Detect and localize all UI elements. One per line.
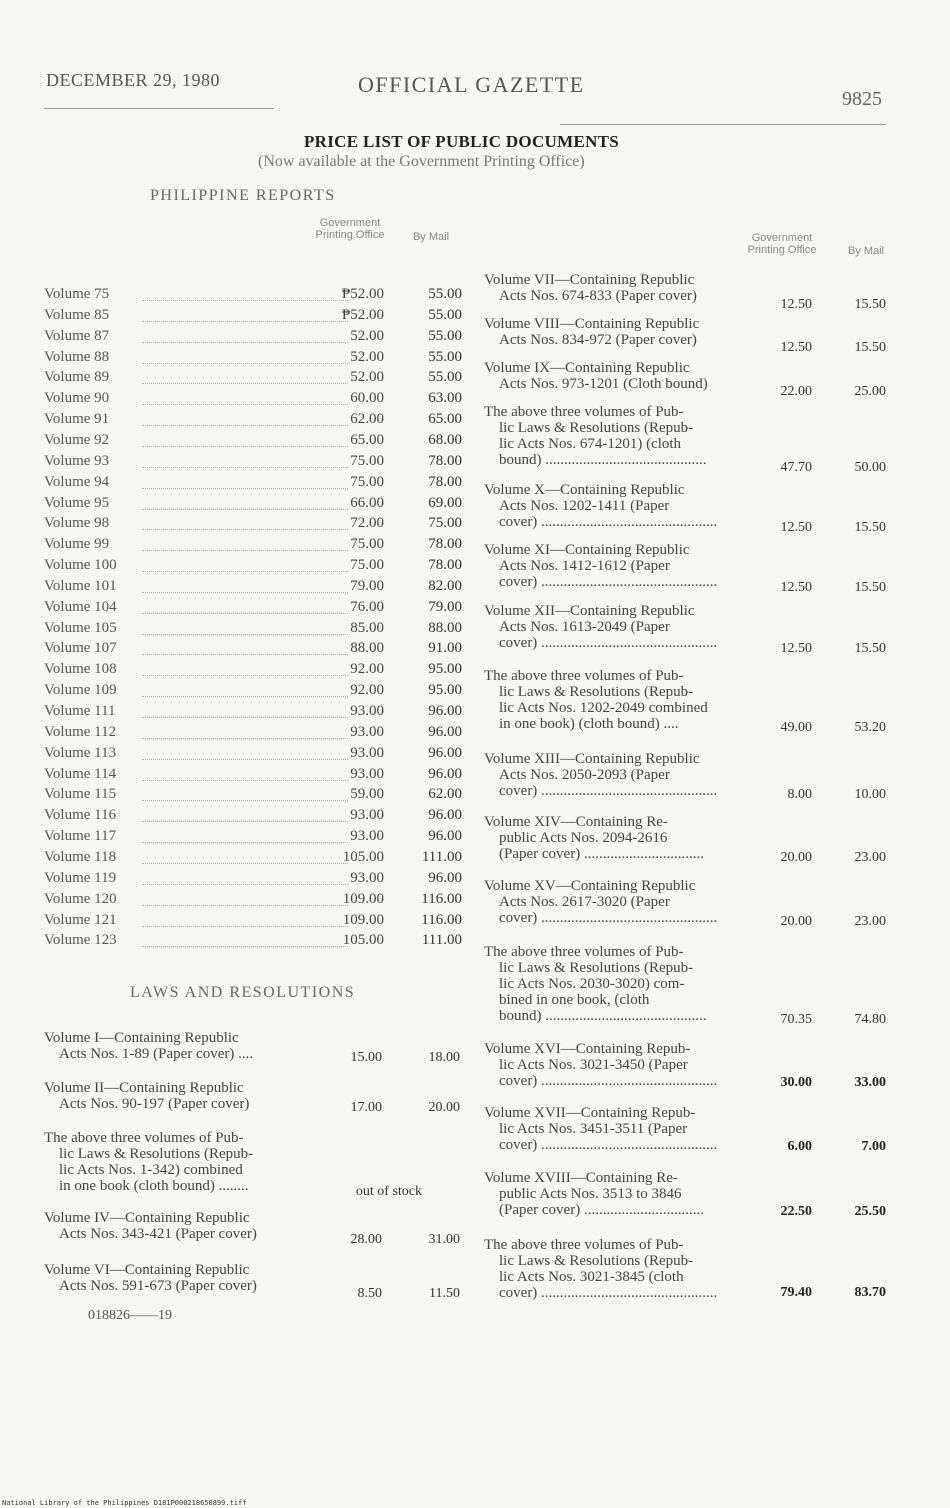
price-gpo: 12.50	[780, 641, 812, 656]
entry-text-line: Acts Nos. 90-197 (Paper cover)	[59, 1096, 250, 1112]
table-row	[44, 620, 464, 640]
price-mail: 11.50	[429, 1286, 460, 1301]
price-mail: 55.00	[428, 369, 462, 386]
price-gpo: 76.00	[350, 598, 384, 615]
entry-text-line: cover) ...............................................	[499, 1285, 718, 1301]
price-mail: 96.00	[428, 765, 462, 782]
price-mail: 50.00	[854, 460, 886, 475]
price-gpo: 93.00	[350, 723, 384, 740]
entry-text-line: cover) ...............................................	[499, 910, 718, 926]
price-mail: 55.00	[428, 327, 462, 344]
entry-text-line: lic Acts Nos. 3021-3450 (Paper	[499, 1057, 688, 1073]
table-row	[44, 495, 464, 515]
row-label: Volume 107	[44, 640, 117, 657]
price-mail: 33.00	[854, 1075, 886, 1090]
price-mail: 95.00	[428, 682, 462, 699]
table-row	[44, 891, 464, 911]
price-gpo: 70.35	[780, 1012, 812, 1027]
entry-text-line: public Acts Nos. 2094-2616	[499, 830, 668, 846]
table-row	[44, 328, 464, 348]
price-mail: 15.50	[854, 641, 886, 656]
price-gpo: 49.00	[780, 720, 812, 735]
table-row	[44, 557, 464, 577]
entry-text-line: Volume XVIII—Containing Re-	[484, 1170, 678, 1186]
entry-text-line: Volume XIV—Containing Re-	[484, 814, 668, 830]
price-gpo: 92.00	[350, 682, 384, 699]
price-gpo: 8.50	[357, 1286, 382, 1301]
price-mail: 96.00	[428, 807, 462, 824]
column-header-mail-left: By Mail	[412, 231, 450, 243]
price-gpo: 8.00	[787, 787, 812, 802]
table-row	[44, 724, 464, 744]
list-item	[484, 1105, 748, 1153]
table-row	[44, 703, 464, 723]
price-gpo: 75.00	[350, 536, 384, 553]
list-item	[44, 1130, 314, 1194]
entry-text-line: Volume IX—Containing Republic	[484, 360, 690, 376]
entry-text-line: cover) ...............................................	[499, 635, 718, 651]
list-item	[484, 1170, 748, 1218]
price-gpo: 52.00	[350, 348, 384, 365]
price-gpo: 93.00	[350, 765, 384, 782]
leader-dots	[142, 550, 348, 551]
leader-dots	[142, 529, 348, 530]
price-gpo: 59.00	[350, 786, 384, 803]
leader-dots	[142, 592, 348, 593]
leader-dots	[142, 300, 348, 301]
table-row	[44, 807, 464, 827]
leader-dots	[142, 404, 348, 405]
row-label: Volume 111	[44, 703, 116, 719]
entry-text-line: bound) ...........................................	[499, 1008, 707, 1024]
entry-text-line: lic Laws & Resolutions (Repub-	[59, 1146, 254, 1162]
leader-dots	[142, 634, 348, 635]
table-row	[44, 870, 464, 890]
list-item	[484, 814, 748, 862]
price-gpo: 20.00	[780, 850, 812, 865]
table-row	[44, 932, 464, 952]
header-rule-right	[560, 124, 886, 125]
entry-text-line: bined in one book, (cloth	[499, 992, 650, 1008]
table-row	[44, 849, 464, 869]
price-mail: 116.00	[421, 911, 462, 928]
list-item	[484, 482, 748, 530]
entry-text-line: Acts Nos. 591-673 (Paper cover)	[59, 1278, 257, 1294]
entry-text-line: lic Laws & Resolutions (Repub-	[499, 420, 694, 436]
row-label: Volume 121	[44, 911, 117, 928]
price-mail: 75.00	[428, 515, 462, 532]
list-item	[484, 944, 748, 1024]
document-title: PRICE LIST OF PUBLIC DOCUMENTS	[304, 132, 620, 151]
entry-text-line: lic Laws & Resolutions (Repub-	[499, 960, 694, 976]
price-gpo: 47.70	[780, 460, 812, 475]
table-row	[44, 828, 464, 848]
table-row	[44, 661, 464, 681]
price-mail: 79.00	[428, 598, 462, 615]
price-mail: 7.00	[861, 1139, 886, 1154]
table-row	[44, 640, 464, 660]
table-row	[44, 474, 464, 494]
entry-text-line: Volume VIII—Containing Republic	[484, 316, 700, 332]
price-gpo: 15.00	[350, 1050, 382, 1065]
row-label: Volume 91	[44, 411, 110, 428]
price-mail: 83.70	[854, 1285, 886, 1300]
table-row	[44, 536, 464, 556]
price-gpo: 93.00	[350, 744, 384, 761]
price-mail: 96.00	[428, 744, 462, 761]
price-gpo: 79.00	[350, 577, 384, 594]
row-label: Volume 92	[44, 431, 110, 448]
row-label: Volume 85	[44, 306, 110, 323]
section-heading-philippine-reports: PHILIPPINE REPORTS	[150, 187, 336, 204]
entry-text-line: Acts Nos. 674-833 (Paper cover)	[499, 288, 697, 304]
entry-text-line: Volume VII—Containing Republic	[484, 272, 695, 288]
table-row	[44, 369, 464, 389]
entry-text-line: Volume XIII—Containing Republic	[484, 751, 700, 767]
table-row	[44, 578, 464, 598]
price-gpo: 20.00	[780, 914, 812, 929]
price-gpo: ₱52.00	[341, 286, 384, 302]
price-gpo: 12.50	[780, 520, 812, 535]
list-item	[44, 1080, 314, 1112]
price-mail: 111.00	[421, 848, 462, 865]
table-row	[44, 453, 464, 473]
price-mail: 53.20	[854, 720, 886, 735]
entry-text-line: Volume I—Containing Republic	[44, 1030, 239, 1046]
leader-dots	[142, 509, 348, 510]
price-gpo: 52.00	[350, 327, 384, 344]
price-gpo: 109.00	[342, 911, 384, 928]
price-gpo: 12.50	[780, 580, 812, 595]
list-item	[484, 404, 748, 468]
price-gpo: 75.00	[350, 557, 384, 574]
price-gpo: 28.00	[350, 1232, 382, 1247]
entry-text-line: Acts Nos. 973-1201 (Cloth bound)	[499, 376, 708, 392]
price-mail: 82.00	[428, 577, 462, 594]
row-label: Volume 115	[44, 786, 117, 803]
leader-dots	[142, 488, 348, 489]
entry-text-line: Acts Nos. 1-89 (Paper cover) ....	[59, 1046, 254, 1062]
price-gpo: 93.00	[350, 807, 384, 824]
table-row	[44, 515, 464, 535]
entry-text-line: Acts Nos. 343-421 (Paper cover)	[59, 1226, 257, 1242]
row-label: Volume 93	[44, 452, 110, 469]
price-mail: 63.00	[428, 390, 462, 407]
table-row	[44, 349, 464, 369]
price-gpo: 75.00	[350, 452, 384, 469]
row-label: Volume 95	[44, 494, 110, 511]
price-gpo: 62.00	[350, 411, 384, 428]
row-label: Volume 118	[44, 848, 117, 865]
price-gpo: 93.00	[350, 703, 384, 719]
entry-text-line: Volume IV—Containing Republic	[44, 1210, 250, 1226]
price-mail: 96.00	[428, 703, 462, 719]
price-mail: 69.00	[428, 494, 462, 511]
price-mail: 15.50	[854, 340, 886, 355]
column-header-gpo-left: Government Printing Office	[315, 217, 385, 241]
entry-text-line: The above three volumes of Pub-	[44, 1130, 244, 1146]
page-number: 9825	[842, 88, 882, 110]
row-label: Volume 116	[44, 807, 117, 824]
leader-dots	[142, 905, 348, 906]
entry-text-line: lic Acts Nos. 3021-3845 (cloth	[499, 1269, 684, 1285]
leader-dots	[142, 383, 348, 384]
entry-text-line: Acts Nos. 2050-2093 (Paper	[499, 767, 670, 783]
row-label: Volume 88	[44, 348, 110, 365]
price-mail: 111.00	[421, 932, 462, 949]
price-gpo: 12.50	[780, 297, 812, 312]
entry-text-line: lic Acts Nos. 3451-3511 (Paper	[499, 1121, 688, 1137]
entry-text-line: (Paper cover) ................................	[499, 846, 704, 862]
entry-text-line: Volume XVI—Containing Repub-	[484, 1041, 691, 1057]
list-item	[484, 360, 748, 392]
list-item	[484, 1041, 748, 1089]
leader-dots	[142, 821, 348, 822]
list-item	[44, 1262, 314, 1294]
leader-dots	[142, 800, 348, 801]
table-row	[44, 432, 464, 452]
price-mail: 78.00	[428, 473, 462, 490]
leader-dots	[142, 675, 348, 676]
leader-dots	[142, 363, 348, 364]
document-subtitle: (Now available at the Government Printing Office)	[258, 153, 585, 170]
price-mail: 31.00	[428, 1232, 460, 1247]
entry-text-line: bound) ...........................................	[499, 452, 707, 468]
leader-dots	[142, 926, 348, 927]
table-row	[44, 682, 464, 702]
price-gpo: 85.00	[350, 619, 384, 636]
entry-text-line: Acts Nos. 834-972 (Paper cover)	[499, 332, 697, 348]
price-gpo: 22.00	[780, 384, 812, 399]
price-mail: 96.00	[428, 723, 462, 740]
leader-dots	[142, 884, 348, 885]
price-gpo: 22.50	[780, 1204, 812, 1219]
price-mail: 23.00	[854, 914, 886, 929]
table-row	[44, 307, 464, 327]
list-item	[484, 272, 748, 304]
entry-text-line: cover) ...............................................	[499, 783, 718, 799]
price-gpo: 79.40	[780, 1285, 812, 1300]
leader-dots	[142, 780, 348, 781]
price-mail: 55.00	[428, 348, 462, 365]
leader-dots	[142, 738, 348, 739]
entry-text-line: cover) ...............................................	[499, 1073, 718, 1089]
price-gpo: 6.00	[787, 1139, 812, 1154]
entry-text-line: Volume X—Containing Republic	[484, 482, 685, 498]
table-row	[44, 745, 464, 765]
row-label: Volume 109	[44, 682, 117, 699]
price-gpo: 52.00	[350, 369, 384, 386]
price-mail: 15.50	[854, 520, 886, 535]
row-label: Volume 98	[44, 515, 110, 532]
price-mail: 78.00	[428, 557, 462, 574]
leader-dots	[142, 863, 348, 864]
header-title: OFFICIAL GAZETTE	[358, 72, 585, 97]
column-header-gpo-right: Government Printing Office	[747, 232, 817, 256]
price-gpo: 75.00	[350, 473, 384, 490]
row-label: Volume 123	[44, 932, 117, 949]
entry-text-line: Acts Nos. 1202-1411 (Paper	[499, 498, 670, 514]
entry-text-line: cover) ...............................................	[499, 514, 718, 530]
price-gpo: 105.00	[342, 848, 384, 865]
row-label: Volume 87	[44, 327, 110, 344]
price-mail: 78.00	[428, 452, 462, 469]
row-label: Volume 89	[44, 369, 110, 386]
header-date: DECEMBER 29, 1980	[46, 70, 221, 90]
leader-dots	[142, 425, 348, 426]
entry-text-line: Volume II—Containing Republic	[44, 1080, 244, 1096]
leader-dots	[142, 759, 348, 760]
table-row	[44, 286, 464, 306]
table-row	[44, 766, 464, 786]
leader-dots	[142, 946, 348, 947]
entry-text-line: The above three volumes of Pub-	[484, 668, 684, 684]
row-label: Volume 120	[44, 890, 117, 907]
table-row	[44, 390, 464, 410]
price-mail: 68.00	[428, 431, 462, 448]
price-mail: 78.00	[428, 536, 462, 553]
entry-text-line: lic Acts Nos. 2030-3020) com-	[499, 976, 685, 992]
price-mail: 95.00	[428, 661, 462, 678]
entry-text-line: The above three volumes of Pub-	[484, 1237, 684, 1253]
scan-footer: National Library of the Philippines D181P000218650899.tiff	[2, 1499, 247, 1507]
price-gpo: ₱52.00	[341, 306, 384, 323]
price-gpo: 60.00	[350, 390, 384, 407]
footnote: 018826——19	[88, 1308, 172, 1323]
entry-text-line: cover) ...............................................	[499, 1137, 718, 1153]
list-item	[484, 316, 748, 348]
table-row	[44, 411, 464, 431]
row-label: Volume 112	[44, 723, 117, 740]
entry-text-line: The above three volumes of Pub-	[484, 404, 684, 420]
price-gpo: 72.00	[350, 515, 384, 532]
leader-dots	[142, 446, 348, 447]
price-mail: 91.00	[428, 640, 462, 657]
list-item	[44, 1030, 314, 1062]
entry-text-line: lic Acts Nos. 1-342) combined	[59, 1162, 243, 1178]
row-label: Volume 104	[44, 598, 117, 615]
row-label: Volume 100	[44, 557, 117, 574]
price-gpo: 66.00	[350, 494, 384, 511]
entry-text-line: Volume XV—Containing Republic	[484, 878, 696, 894]
leader-dots	[142, 696, 348, 697]
price-gpo: 30.00	[780, 1075, 812, 1090]
entry-text-line: public Acts Nos. 3513 to 3846	[499, 1186, 682, 1202]
leader-dots	[142, 717, 348, 718]
row-label: Volume 101	[44, 577, 117, 594]
row-label: Volume 117	[44, 828, 117, 845]
entry-text-line: Volume VI—Containing Republic	[44, 1262, 250, 1278]
list-item	[484, 542, 748, 590]
entry-text-line: lic Laws & Resolutions (Repub-	[499, 1253, 694, 1269]
entry-text-line: lic Laws & Resolutions (Repub-	[499, 684, 694, 700]
out-of-stock-note: out of stock	[355, 1184, 422, 1199]
row-label: Volume 119	[44, 869, 117, 886]
price-mail: 15.50	[854, 297, 886, 312]
price-gpo: 12.50	[780, 340, 812, 355]
price-mail: 15.50	[854, 580, 886, 595]
entry-text-line: lic Acts Nos. 674-1201) (cloth	[499, 436, 682, 452]
price-mail: 20.00	[428, 1100, 460, 1115]
entry-text-line: lic Acts Nos. 1202-2049 combined	[499, 700, 708, 716]
entry-text-line: Volume XVII—Containing Repub-	[484, 1105, 696, 1121]
price-mail: 23.00	[854, 850, 886, 865]
list-item	[484, 751, 748, 799]
leader-dots	[142, 342, 348, 343]
entry-text-line: Acts Nos. 2617-3020 (Paper	[499, 894, 670, 910]
price-gpo: 65.00	[350, 431, 384, 448]
list-item	[484, 603, 748, 651]
price-mail: 96.00	[428, 869, 462, 886]
row-label: Volume 75	[44, 286, 110, 302]
header-rule-left	[44, 108, 274, 109]
entry-text-line: Acts Nos. 1613-2049 (Paper	[499, 619, 670, 635]
entry-text-line: in one book) (cloth bound) ....	[499, 716, 679, 732]
price-gpo: 109.00	[342, 890, 384, 907]
entry-text-line: The above three volumes of Pub-	[484, 944, 684, 960]
price-mail: 74.80	[854, 1012, 886, 1027]
price-mail: 25.00	[854, 384, 886, 399]
price-mail: 10.00	[854, 787, 886, 802]
row-label: Volume 114	[44, 765, 117, 782]
leader-dots	[142, 842, 348, 843]
leader-dots	[142, 321, 348, 322]
entry-text-line: Volume XI—Containing Republic	[484, 542, 690, 558]
entry-text-line: in one book (cloth bound) ........	[59, 1178, 249, 1194]
price-gpo: 17.00	[350, 1100, 382, 1115]
row-label: Volume 113	[44, 744, 117, 761]
price-mail: 55.00	[428, 306, 462, 323]
row-label: Volume 105	[44, 619, 117, 636]
table-row	[44, 599, 464, 619]
table-row	[44, 912, 464, 932]
entry-text-line: Volume XII—Containing Republic	[484, 603, 695, 619]
column-header-mail-right: By Mail	[847, 245, 885, 257]
leader-dots	[142, 613, 348, 614]
entry-text-line: (Paper cover) ................................	[499, 1202, 704, 1218]
price-mail: 65.00	[428, 411, 462, 428]
list-item	[484, 668, 748, 732]
price-gpo: 88.00	[350, 640, 384, 657]
leader-dots	[142, 654, 348, 655]
price-mail: 62.00	[428, 786, 462, 803]
row-label: Volume 99	[44, 536, 110, 553]
row-label: Volume 90	[44, 390, 110, 407]
section-heading-laws-resolutions: LAWS AND RESOLUTIONS	[130, 984, 356, 1001]
table-row	[44, 786, 464, 806]
price-mail: 55.00	[428, 286, 462, 302]
row-label: Volume 108	[44, 661, 117, 678]
price-gpo: 93.00	[350, 828, 384, 845]
price-mail: 96.00	[428, 828, 462, 845]
price-gpo: 92.00	[350, 661, 384, 678]
price-mail: 25.50	[854, 1204, 886, 1219]
entry-text-line: cover) ...............................................	[499, 574, 718, 590]
entry-text-line: Acts Nos. 1412-1612 (Paper	[499, 558, 670, 574]
price-mail: 18.00	[428, 1050, 460, 1065]
price-gpo: 105.00	[342, 932, 384, 949]
row-label: Volume 94	[44, 473, 110, 490]
price-mail: 88.00	[428, 619, 462, 636]
list-item	[44, 1210, 314, 1242]
price-gpo: 93.00	[350, 869, 384, 886]
leader-dots	[142, 467, 348, 468]
leader-dots	[142, 571, 348, 572]
price-mail: 116.00	[421, 890, 462, 907]
list-item	[484, 1237, 748, 1301]
list-item	[484, 878, 748, 926]
